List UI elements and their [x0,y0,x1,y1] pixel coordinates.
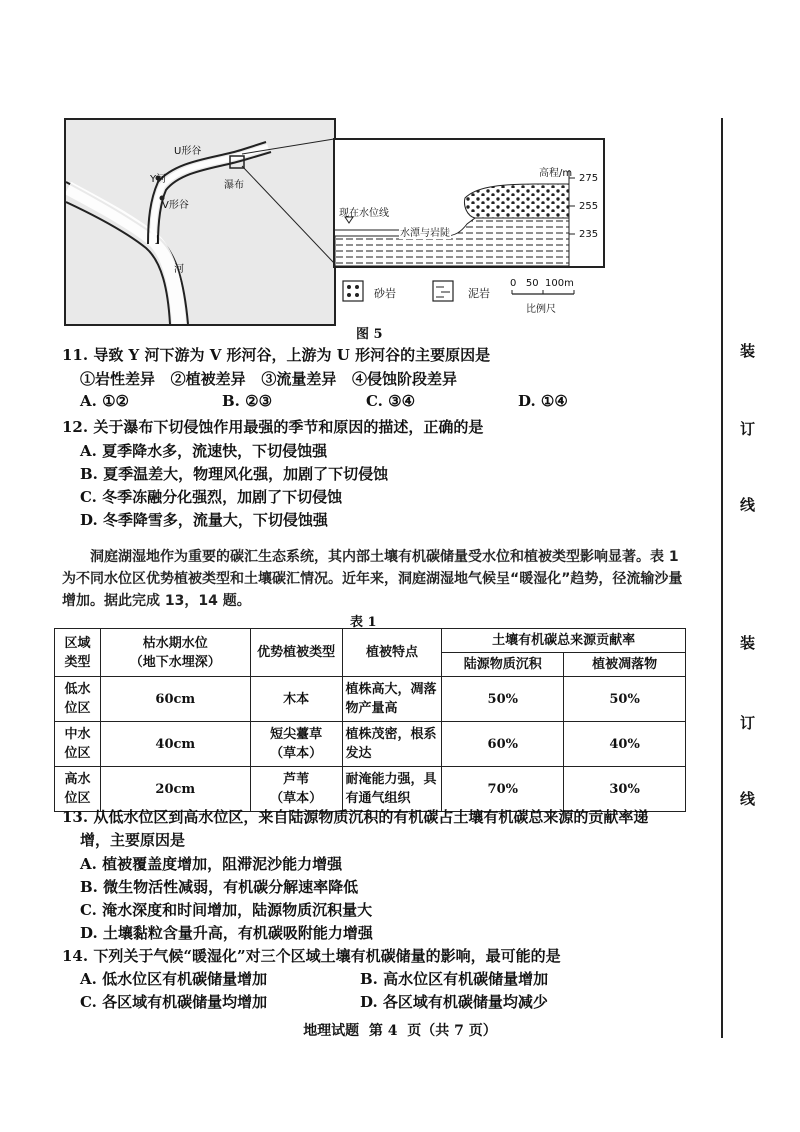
mudstone-icon [432,280,454,302]
cell-land-deposition: 50% [442,677,564,722]
y-river-label: Y河 [150,174,167,185]
binding-line [721,118,723,1038]
scale-label: 比例尺 [526,304,556,315]
q14-option-d[interactable]: D. 各区域有机碳储量均减少 [360,993,548,1011]
figure-caption: 图 5 [356,327,383,342]
cell-vegetation-type: （草本） [270,746,323,761]
cell-region: 高水位区 [55,767,101,812]
profile-drawing [335,140,603,266]
cell-vegetation-name: 木本 [283,691,310,707]
u-valley-label: U形谷 [174,146,202,157]
q13-option-b[interactable]: B. 微生物活性减弱，有机碳分解速率降低 [80,878,359,896]
pool-and-rock-label: 水潭与岩陡 [399,224,451,239]
q13-option-c[interactable]: C. 淹水深度和时间增加，陆源物质沉积量大 [80,901,373,919]
cell-vegetation-name: 短尖薹草 [270,727,323,742]
binding-char: 线 [740,790,756,808]
header-dominant-vegetation: 优势植被类型 [250,629,342,677]
binding-char: 装 [740,634,756,652]
cell-vegetation [250,722,342,767]
q11-option-a[interactable]: A. ①② [80,392,129,410]
cell-vegetation-type: （草本） [270,791,323,806]
q11-option-c[interactable]: C. ③④ [366,392,416,410]
q12-stem: 12. 关于瀑布下切侵蚀作用最强的季节和原因的描述，正确的是 [62,418,484,436]
cell-land-deposition: 70% [442,767,564,812]
header-dry-water-level-sub: （地下水埋深） [129,654,221,670]
q11-stem: 11. 导致 Y 河下游为 V 形河谷，上游为 U 形河谷的主要原因是 [62,346,491,364]
q13-stem-line2: 增，主要原因是 [80,831,186,849]
waterfall-profile [333,138,605,268]
header-vegetation-litter: 植被凋落物 [564,653,686,677]
tick-255: 255 [579,201,599,212]
sandstone-label: 砂岩 [374,287,396,300]
zoom-connector [240,136,340,268]
q12-option-c[interactable]: C. 冬季冻融分化强烈，加剧了下切侵蚀 [80,488,343,506]
binding-char: 订 [740,714,756,732]
q13-stem-line1: 13. 从低水位区到高水位区，来自陆源物质沉积的有机碳占土壤有机碳总来源的贡献率递 [62,808,649,826]
q12-option-b[interactable]: B. 夏季温差大，物理风化强，加剧了下切侵蚀 [80,465,389,483]
q14-option-c[interactable]: C. 各区域有机碳储量均增加 [80,993,268,1011]
binding-char: 订 [740,420,756,438]
cell-vegetation-litter: 50% [564,677,686,722]
q12-option-d[interactable]: D. 冬季降雪多，流量大，下切侵蚀强 [80,511,328,529]
q11-option-d[interactable]: D. ①④ [518,392,568,410]
header-carbon-source: 土壤有机碳总来源贡献率 [442,629,686,653]
sandstone-icon [342,280,364,302]
q14-stem: 14. 下列关于气候“暖湿化”对三个区域土壤有机碳储量的影响，最可能的是 [62,947,561,965]
header-land-deposition: 陆源物质沉积 [442,653,564,677]
header-dry-water-level [100,629,250,677]
figure-legend [340,278,600,314]
table-header-row [55,629,686,653]
binding-char: 装 [740,342,756,360]
current-water-level-label: 现在水位线 [339,208,389,219]
cell-region: 低水位区 [55,677,101,722]
mudstone-label: 泥岩 [468,287,490,300]
header-vegetation-features: 植被特点 [342,629,442,677]
waterfall-label: 瀑布 [224,180,244,191]
cell-vegetation-litter: 40% [564,722,686,767]
passage-text: 洞庭湖湿地作为重要的碳汇生态系统，其内部土壤有机碳储量受水位和植被类型影响显著。表 1 为不同水位区优势植被类型和土壤碳汇情况。近年来，洞庭湖湿地气候呈“暖湿化”趋势，径流输沙量增加。据此完成 13，14 题。 [62,549,683,609]
cell-feature: 植株高大，凋落物产量高 [342,677,442,722]
q11-factors: ①岩性差异 ②植被差异 ③流量差异 ④侵蚀阶段差异 [80,370,458,388]
cell-water: 20cm [100,767,250,812]
q12-option-a[interactable]: A. 夏季降水多，流速快，下切侵蚀强 [80,442,328,460]
j-label: J [156,234,159,245]
q13-option-d[interactable]: D. 土壤黏粒含量升高，有机碳吸附能力增强 [80,924,373,942]
header-region-type: 区域类型 [55,629,101,677]
q13-option-a[interactable]: A. 植被覆盖度增加，阻滞泥沙能力增强 [80,855,343,873]
table-1 [54,628,686,812]
header-dry-water-level-main: 枯水期水位 [142,635,208,651]
scale-ticks: 0 50 100m [510,278,574,289]
elevation-label: 高程/m [539,168,573,179]
scale-bar [510,290,580,298]
v-valley-label: V形谷 [162,200,189,211]
q14-option-b[interactable]: B. 高水位区有机碳储量增加 [360,970,549,988]
cell-vegetation-name: 芦苇 [283,772,310,787]
table-caption: 表 1 [350,615,377,630]
tick-235: 235 [579,229,599,240]
q14-option-a[interactable]: A. 低水位区有机碳储量增加 [80,970,268,988]
q11-option-b[interactable]: B. ②③ [222,392,273,410]
table-row [55,677,686,722]
cell-feature: 耐淹能力强，具有通气组织 [342,767,442,812]
cell-region: 中水位区 [55,722,101,767]
tick-275: 275 [579,173,599,184]
page-footer: 地理试题 第 4 页（共 7 页） [303,1023,497,1039]
cell-vegetation [250,677,342,722]
cell-water: 40cm [100,722,250,767]
cell-vegetation-litter: 30% [564,767,686,812]
cell-vegetation [250,767,342,812]
cell-land-deposition: 60% [442,722,564,767]
cell-feature: 植株茂密，根系发达 [342,722,442,767]
binding-char: 线 [740,496,756,514]
river-label: 河 [174,264,184,275]
table-row [55,767,686,812]
cell-water: 60cm [100,677,250,722]
table-row [55,722,686,767]
